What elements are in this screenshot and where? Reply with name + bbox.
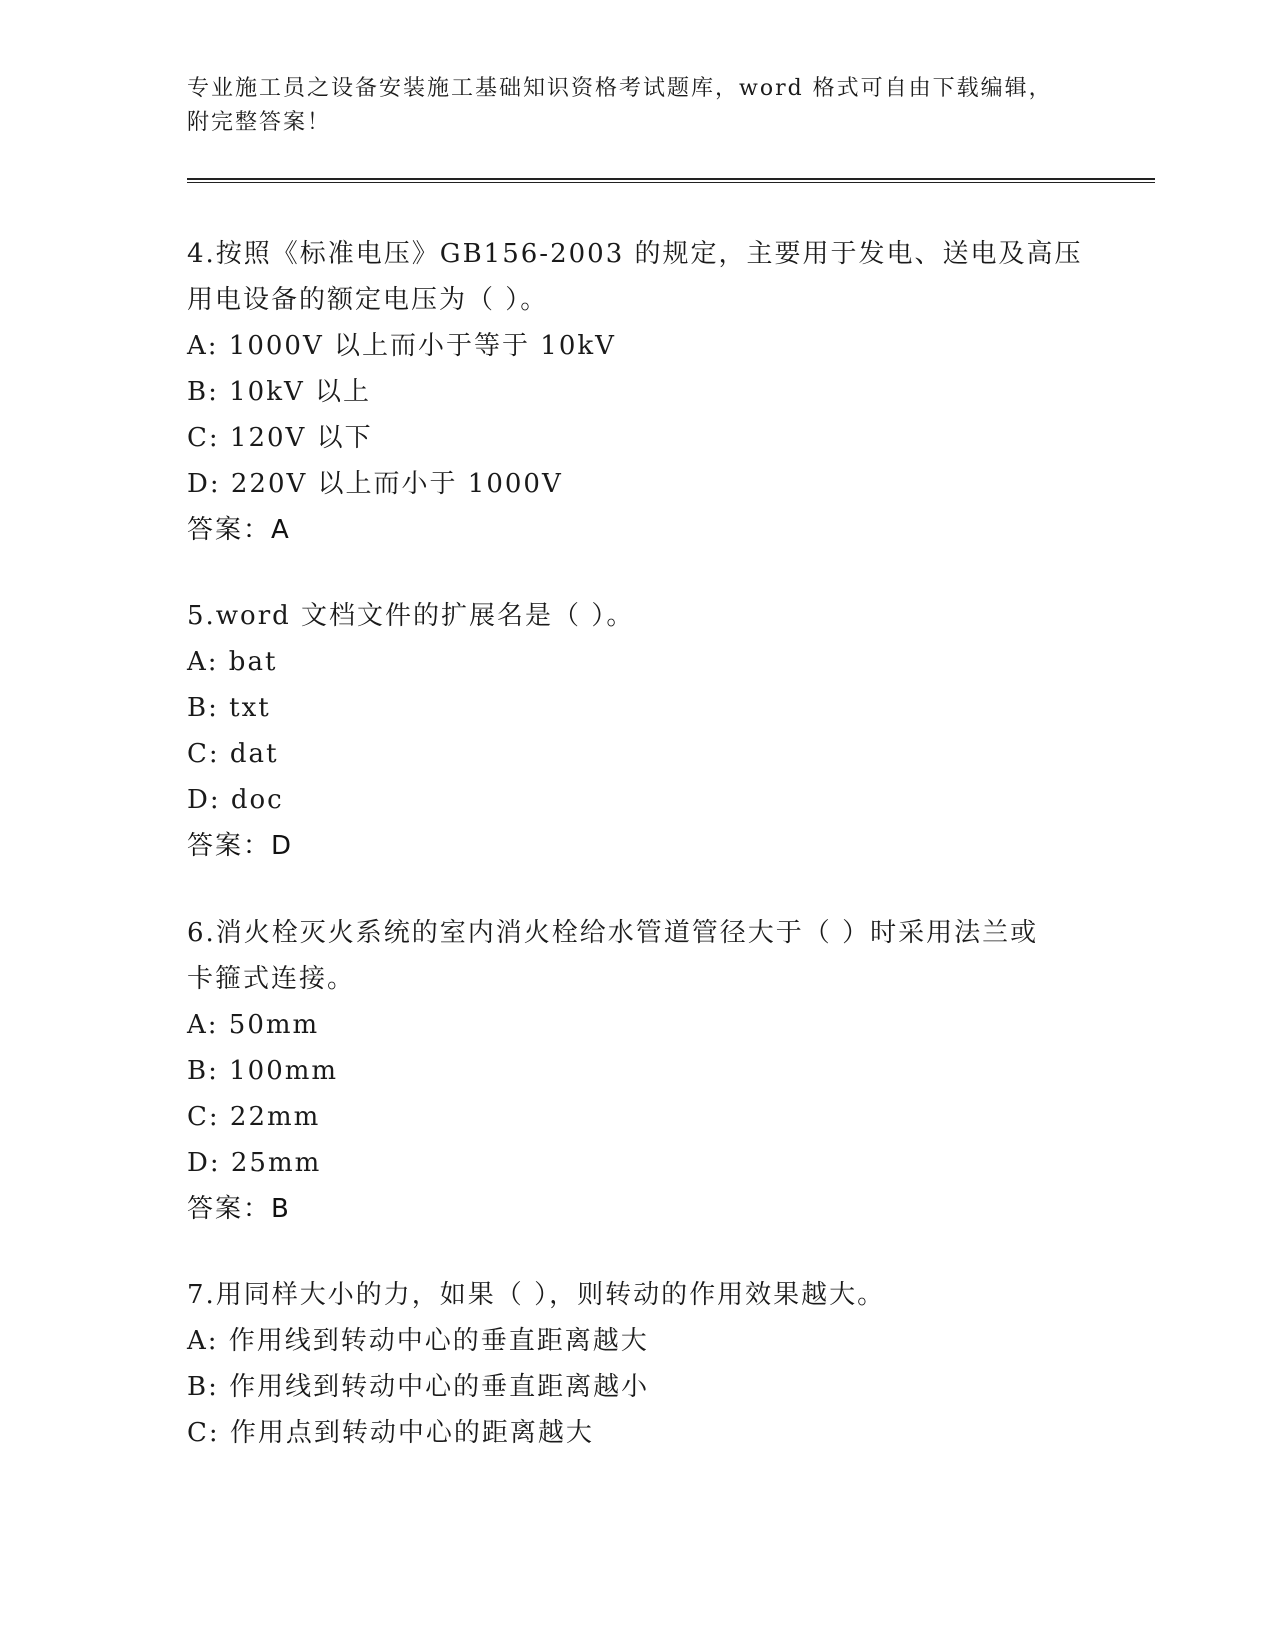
header-line-1: 专业施工员之设备安装施工基础知识资格考试题库，word 格式可自由下载编辑， <box>187 76 1053 101</box>
option-d: D: doc <box>187 785 284 815</box>
option-c: C: 22mm <box>187 1102 321 1132</box>
option-d: D: 220V 以上而小于 1000V <box>187 469 563 499</box>
option-a: A: 作用线到转动中心的垂直距离越大 <box>187 1326 649 1356</box>
question-4 <box>187 231 1087 553</box>
answer-line: 答案：D <box>187 831 294 861</box>
question-stem-line-1: 7.用同样大小的力，如果（ ），则转动的作用效果越大。 <box>187 1280 886 1310</box>
option-b: B: 10kV 以上 <box>187 377 372 407</box>
question-stem-line-1: 5.word 文档文件的扩展名是（ ）。 <box>187 601 635 631</box>
option-b: B: 100mm <box>187 1056 339 1086</box>
option-a: A: bat <box>187 647 278 677</box>
option-b: B: txt <box>187 693 271 723</box>
question-stem-line-2: 用电设备的额定电压为（ ）。 <box>187 285 549 315</box>
option-d: D: 25mm <box>187 1148 322 1178</box>
answer-line: 答案：B <box>187 1194 291 1224</box>
question-stem-line-1: 6.消火栓灭火系统的室内消火栓给水管道管径大于（ ）时采用法兰或 <box>187 918 1039 948</box>
option-a: A: 50mm <box>187 1010 320 1040</box>
question-6 <box>187 910 1087 1232</box>
question-stem-line-1: 4.按照《标准电压》GB156-2003 的规定，主要用于发电、送电及高压 <box>187 239 1083 269</box>
option-c: C: 作用点到转动中心的距离越大 <box>187 1418 594 1448</box>
option-b: B: 作用线到转动中心的垂直距离越小 <box>187 1372 650 1402</box>
option-a: A: 1000V 以上而小于等于 10kV <box>187 331 616 361</box>
question-7 <box>187 1272 1087 1456</box>
document-header <box>187 72 1067 140</box>
option-c: C: dat <box>187 739 279 769</box>
question-stem-line-2: 卡箍式连接。 <box>187 964 356 994</box>
header-line-2: 附完整答案！ <box>187 110 332 135</box>
header-divider <box>187 178 1155 183</box>
option-c: C: 120V 以下 <box>187 423 373 453</box>
question-5 <box>187 593 1087 869</box>
answer-line: 答案：A <box>187 515 291 545</box>
